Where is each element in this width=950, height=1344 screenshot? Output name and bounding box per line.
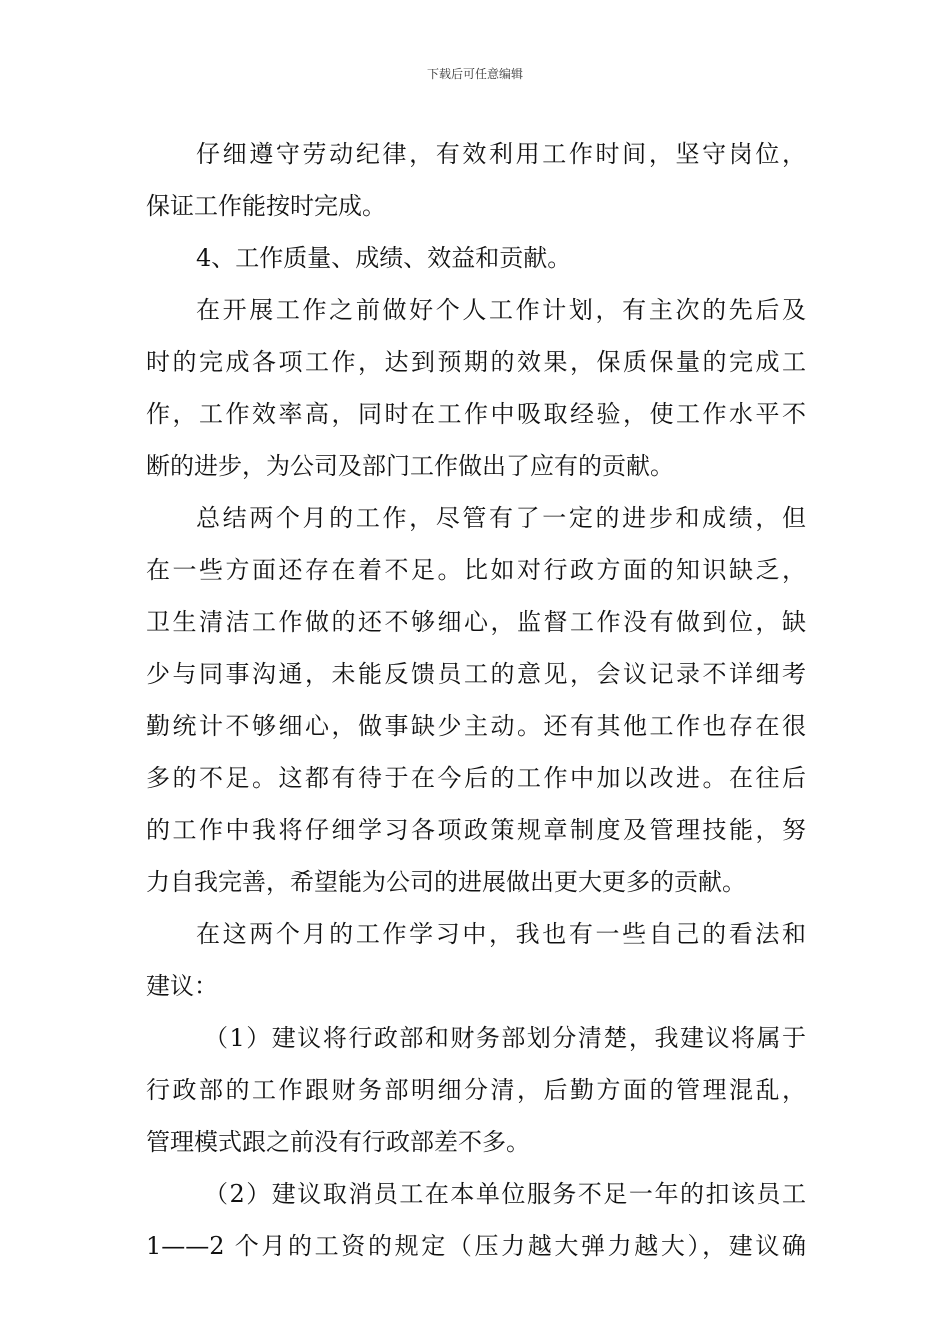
paragraph-line: 行政部的工作跟财务部明细分清，后勤方面的管理混乱， [146,1076,806,1104]
page-header: 下载后可任意编辑 [426,67,523,81]
paragraph-line: 多的不足。这都有待于在今后的工作中加以改进。在往后 [146,764,806,792]
paragraph-line: 在这两个月的工作学习中，我也有一些自己的看法和 [196,920,806,948]
paragraph-line: 的工作中我将仔细学习各项政策规章制度及管理技能，努 [146,816,806,844]
paragraph-line: 断的进步，为公司及部门工作做出了应有的贡献。 [146,452,674,480]
paragraph-line: 卫生清洁工作做的还不够细心，监督工作没有做到位，缺 [146,608,806,636]
paragraph-line: 时的完成各项工作，达到预期的效果，保质保量的完成工 [146,348,806,376]
section-heading: 4、工作质量、成绩、效益和贡献。 [196,244,572,272]
paragraph-line: 管理模式跟之前没有行政部差不多。 [146,1128,530,1156]
paragraph-line: 1——2 个月的工资的规定（压力越大弹力越大），建议确 [146,1232,806,1260]
paragraph-line: 总结两个月的工作，尽管有了一定的进步和成绩，但 [196,504,806,532]
paragraph-line: （2）建议取消员工在本单位服务不足一年的扣该员工 [204,1180,806,1208]
paragraph-line: 力自我完善，希望能为公司的进展做出更大更多的贡献。 [146,868,746,896]
paragraph-line: 仔细遵守劳动纪律，有效利用工作时间，坚守岗位， [196,140,806,168]
paragraph-line: 在一些方面还存在着不足。比如对行政方面的知识缺乏， [146,556,806,584]
paragraph-line: （1）建议将行政部和财务部划分清楚，我建议将属于 [204,1024,806,1052]
paragraph-line: 勤统计不够细心，做事缺少主动。还有其他工作也存在很 [146,712,806,740]
paragraph-line: 建议： [146,972,218,1000]
paragraph-line: 在开展工作之前做好个人工作计划，有主次的先后及 [196,296,806,324]
paragraph-line: 作，工作效率高，同时在工作中吸取经验，使工作水平不 [146,400,806,428]
paragraph-line: 保证工作能按时完成。 [146,192,386,220]
document-body [146,128,806,1272]
paragraph-line: 少与同事沟通，未能反馈员工的意见，会议记录不详细考 [146,660,806,688]
